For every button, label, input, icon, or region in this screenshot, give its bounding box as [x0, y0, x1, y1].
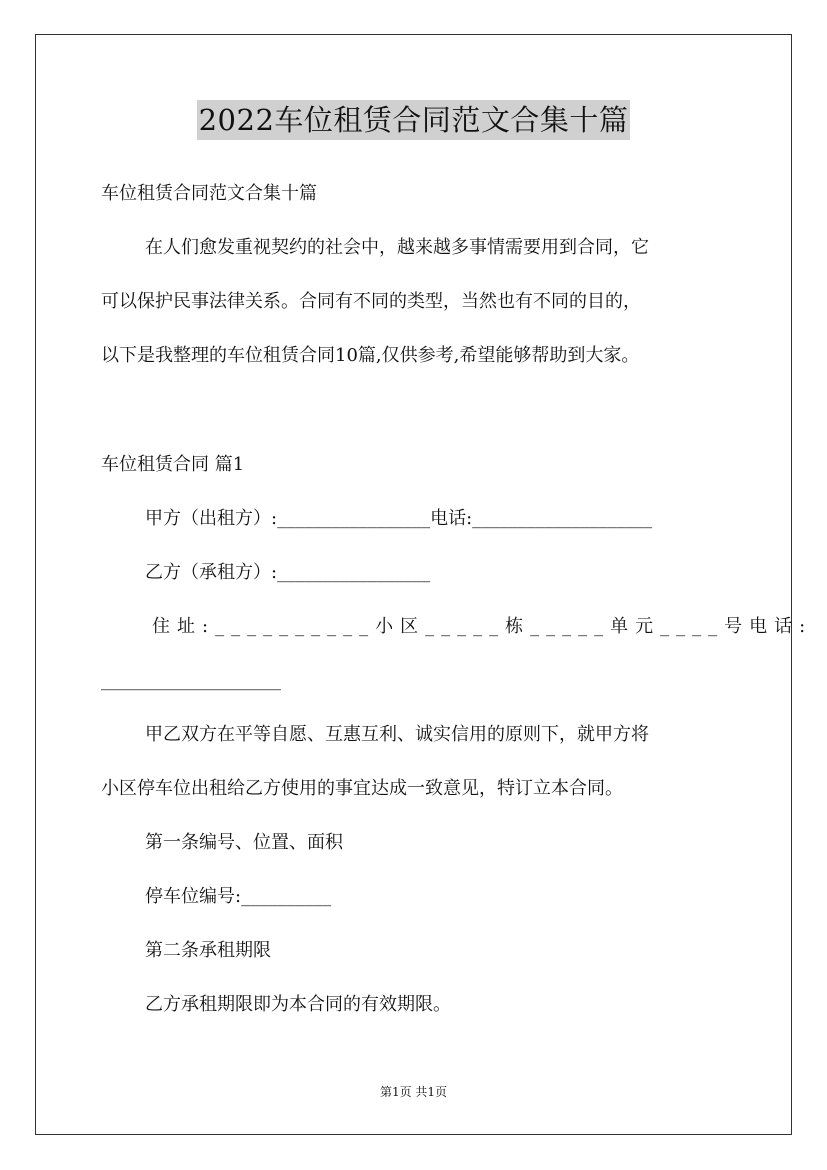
- address-line: 住址:__________小区_____栋_____单元____号电话:: [152, 616, 813, 637]
- intro-line-2: 可以保护民事法律关系。合同有不同的类型，当然也有不同的目的，: [101, 291, 641, 312]
- address-line-continued: ____________________: [101, 670, 281, 691]
- article-1-heading: 第一条编号、位置、面积: [145, 832, 343, 853]
- agreement-line-2: 小区停车位出租给乙方使用的事宜达成一致意见，特订立本合同。: [101, 778, 623, 799]
- party-b-line: 乙方（承租方）:_________________: [145, 562, 431, 583]
- document-title: 2022车位租赁合同范文合集十篇: [197, 100, 631, 140]
- term-line: 乙方承租期限即为本合同的有效期限。: [145, 994, 451, 1015]
- article-2-heading: 第二条承租期限: [145, 940, 271, 961]
- parking-number-line: 停车位编号:__________: [145, 886, 332, 907]
- page-footer: 第1页 共1页: [379, 1085, 448, 1099]
- intro-line-1: 在人们愈发重视契约的社会中，越来越多事情需要用到合同，它: [145, 237, 649, 258]
- section-heading: 车位租赁合同 篇1: [101, 454, 245, 475]
- intro-line-3: 以下是我整理的车位租赁合同10篇,仅供参考,希望能够帮助到大家。: [101, 345, 640, 366]
- agreement-line-1: 甲乙双方在平等自愿、互惠互利、诚实信用的原则下，就甲方将: [145, 724, 649, 745]
- party-a-line: 甲方（出租方）:_________________电话:____________________: [145, 508, 653, 529]
- document-subtitle: 车位租赁合同范文合集十篇: [101, 183, 317, 204]
